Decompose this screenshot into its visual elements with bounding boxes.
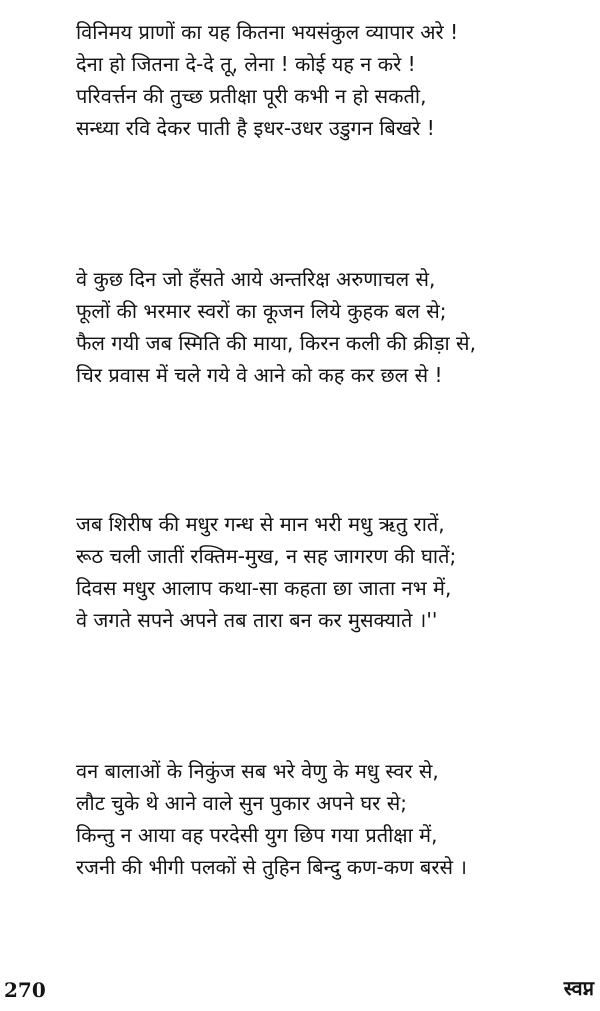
stanza-line: विनिमय प्राणों का यह कितना भयसंकुल व्यापार अरे ! xyxy=(76,20,459,44)
stanza-line: लौट चुके थे आने वाले सुन पुकार अपने घर से; xyxy=(76,791,407,815)
page-number: 270 xyxy=(4,978,46,1002)
stanza-1 xyxy=(76,16,576,144)
running-title: स्वप्न xyxy=(563,976,594,1000)
stanza-3 xyxy=(76,508,576,636)
stanza-line: वे जगते सपने अपने तब तारा बन कर मुसक्याते ।'' xyxy=(76,608,438,632)
stanza-4 xyxy=(76,755,576,883)
stanza-line: जब शिरीष की मधुर गन्ध से मान भरी मधु ऋतु रातें, xyxy=(76,512,445,536)
stanza-line: परिवर्त्तन की तुच्छ प्रतीक्षा पूरी कभी न हो सकती, xyxy=(76,84,427,108)
stanza-2 xyxy=(76,263,576,391)
stanza-line: किन्तु न आया वह परदेसी युग छिप गया प्रतीक्षा में, xyxy=(76,823,438,847)
stanza-line: चिर प्रवास में चले गये वे आने को कह कर छल से ! xyxy=(76,363,443,387)
stanza-line: फूलों की भरमार स्वरों का कूजन लिये कुहक बल से; xyxy=(76,299,447,323)
stanza-line: रूठ चली जातीं रक्तिम-मुख, न सह जागरण की घातें; xyxy=(76,544,457,568)
stanza-line: फैल गयी जब स्मिति की माया, किरन कली की क्रीड़ा से, xyxy=(76,331,476,355)
stanza-line: देना हो जितना दे-दे तू, लेना ! कोई यह न करे ! xyxy=(76,52,416,76)
stanza-line: सन्ध्या रवि देकर पाती है इधर-उधर उडुगन बिखरे ! xyxy=(76,116,435,140)
stanza-line: वन बालाओं के निकुंज सब भरे वेणु के मधु स्वर से, xyxy=(76,759,439,783)
stanza-line: रजनी की भीगी पलकों से तुहिन बिन्दु कण-कण बरसे । xyxy=(76,855,467,879)
stanza-line: दिवस मधुर आलाप कथा-सा कहता छा जाता नभ में, xyxy=(76,576,452,600)
stanza-line: वे कुछ दिन जो हँसते आये अन्तरिक्ष अरुणाचल से, xyxy=(76,267,436,291)
